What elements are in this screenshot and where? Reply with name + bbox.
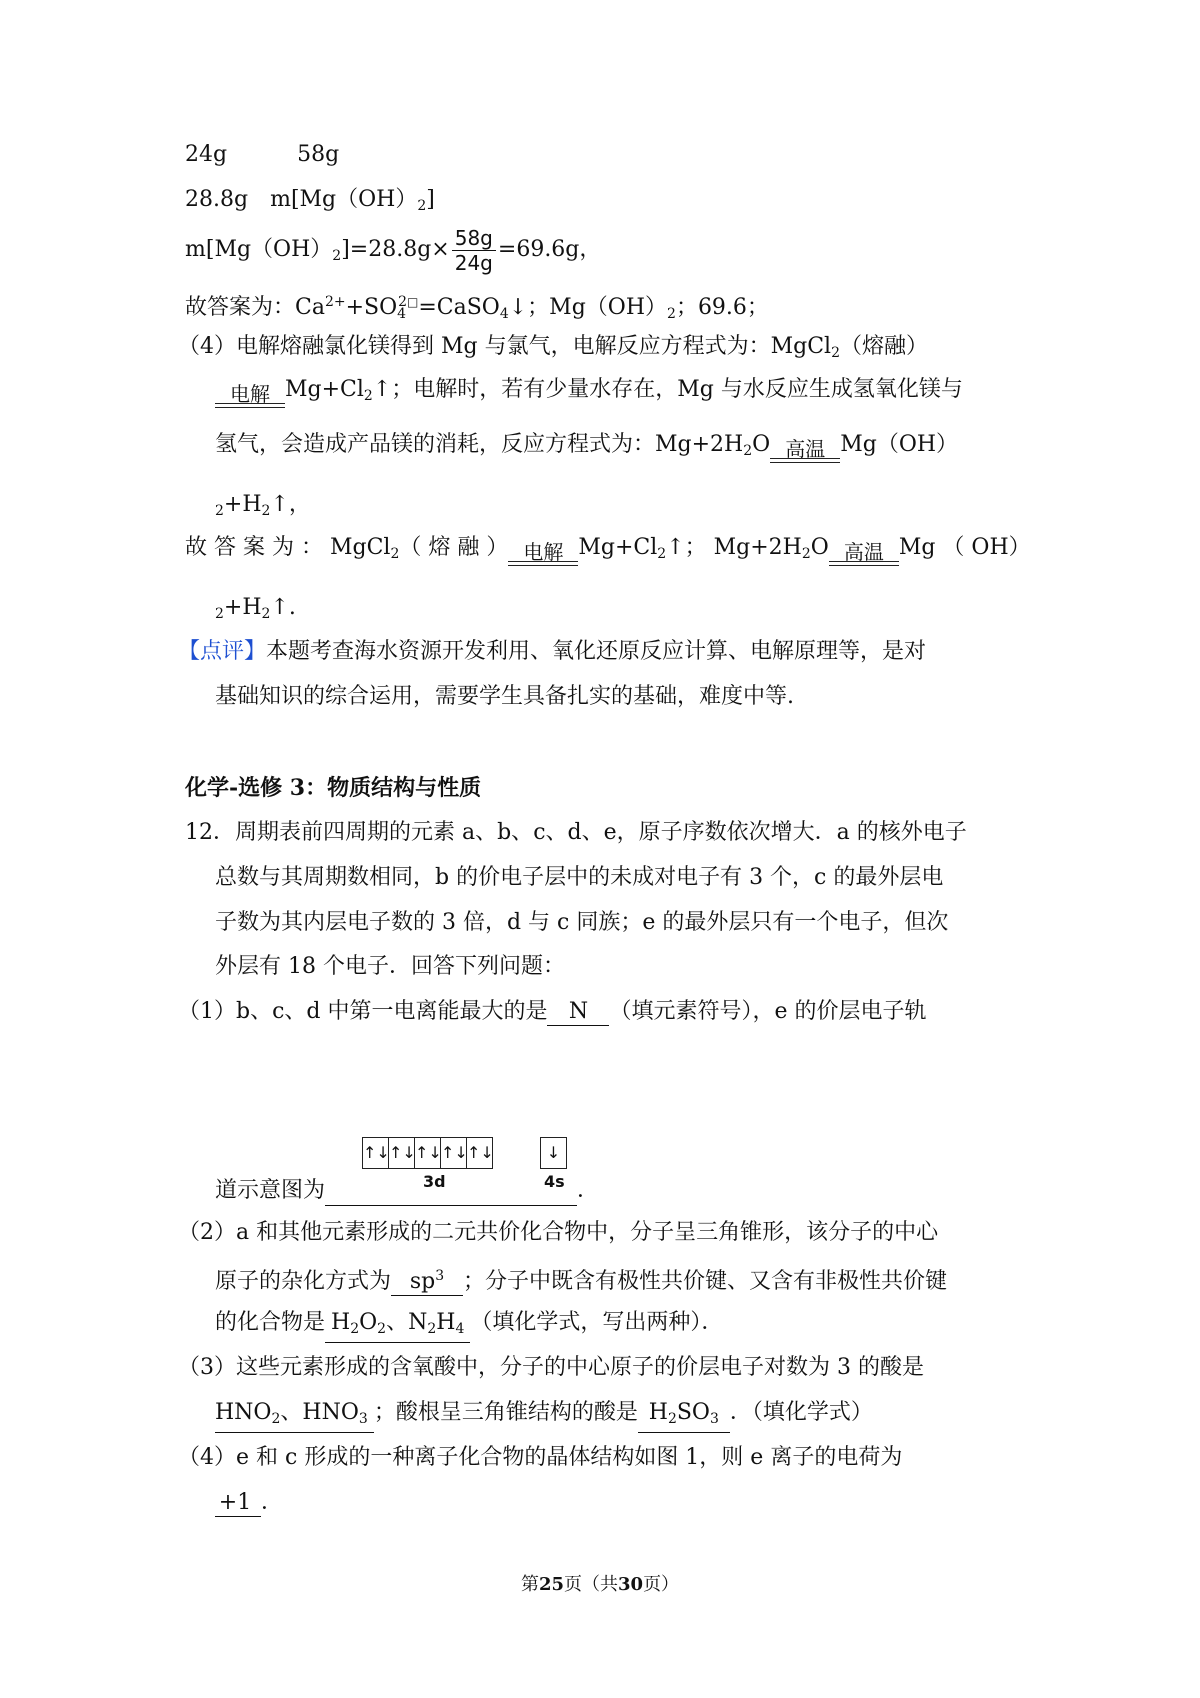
q12-line-2: 总数与其周期数相同，b 的价电子层中的未成对电子有 3 个，c 的最外层电 [215,865,944,890]
q12-part-3-line-2 [215,1398,873,1433]
part4-line-3 [215,423,958,473]
fraction-numerator: 58g [452,226,496,251]
subscript: 4 [455,1321,465,1337]
subscript: 2 [390,546,400,562]
subscript: 2 [332,248,342,264]
answer-blank [325,1310,470,1343]
answer-text: 、N [386,1310,428,1335]
part4-text: ↑；电解时，若有少量水存在，Mg 与水反应生成氢氧化镁与 [372,377,963,402]
question-text: ． [261,1490,284,1515]
superscript: 2+ [324,294,346,310]
superscript: 2 [398,294,407,310]
fraction-denominator: 24g [454,250,493,275]
review-tag: 【点评】 [178,639,267,664]
orbital-box: ↑↓ [415,1138,441,1168]
electrolysis-condition [508,532,578,576]
footer-text: 页（共 [564,1574,618,1595]
answer-text: H [436,1310,456,1335]
q12-part-1 [178,997,927,1027]
condition-text: 高温 [785,437,826,461]
subscript: 4 [397,306,407,322]
answer-text: 故答案为：Ca [185,295,325,320]
part4-text: 氢气，会造成产品镁的消耗，反应方程式为：Mg+2H [215,432,744,457]
subscript: 2 [417,198,427,214]
condition-text: 电解 [230,382,270,406]
q12-part-4-line-1: （4）e 和 c 形成的一种离子化合物的晶体结构如图 1，则 e 离子的电荷为 [178,1445,903,1470]
answer-blank: N [547,999,609,1026]
part4-text: Mg+Cl [285,377,364,402]
part4-answer-line-2 [215,593,296,629]
equals-sign [508,561,578,566]
answer-blank: +1 [215,1490,261,1517]
subscript: 2 [377,1321,387,1337]
part4-line-1 [178,332,928,368]
review-text: 本题考查海水资源开发利用、氧化还原反应计算、电解原理等，是对 [266,639,927,664]
answer-text: SO [676,1400,710,1425]
q12-part-1-line-2: 道示意图为 ． [215,1176,599,1206]
question-text: ．（填化学式） [729,1400,873,1425]
high-temp-condition [829,532,899,576]
eq-text: =69.6g， [497,237,602,262]
orbital-box: ↑↓ [363,1138,389,1168]
q12-part-3-line-1: （3）这些元素形成的含氧酸中，分子的中心原子的价层电子对数为 3 的酸是 [178,1355,924,1380]
part4-text: O [752,432,771,457]
answer-text: O [359,1310,378,1335]
answer-text: H [331,1310,351,1335]
answer-blank [638,1400,730,1433]
answer-text: sp [409,1269,436,1294]
subscript: 2 [261,503,271,519]
answer-3: 故答案为：$Ca^{2+}+SO_4^{2□}=CaSO_4↓$；$Mg(OH)_2$；69.6； [185,294,769,322]
question-text: ；分子中既含有极性共价键、又含有非极性共价键 [463,1269,948,1294]
review-line-2 [215,682,794,712]
answer-text: HNO [215,1400,272,1425]
orbital-label-4s: 4s [544,1172,565,1191]
calc-value: 58g [297,142,340,167]
question-text: 的化合物是 [215,1310,326,1335]
question-text: （填元素符号），e 的价层电子轨 [609,999,927,1024]
subscript: 3 [358,1411,368,1427]
answer-text: +SO [345,295,398,320]
footer-text: 第 [520,1574,539,1595]
subscript: 3 [709,1411,719,1427]
question-text: （1）b、c、d 中第一电离能最大的是 [178,999,548,1024]
footer-text: 页） [643,1574,680,1595]
review-line-1 [178,637,926,667]
calc-value: ] [426,187,435,212]
answer-text: 、HNO [280,1400,359,1425]
q12-part-2-line-2 [215,1263,947,1297]
subscript: 2 [743,443,753,459]
subscript: 2 [261,606,271,622]
subscript: 2 [667,306,676,322]
equals-sign [770,458,840,463]
calc-equation [185,222,601,284]
condition-text: 电解 [523,540,564,564]
subscript: 2 [831,345,840,361]
electrolysis-condition [215,374,285,418]
part4-line-2 [215,368,963,418]
orbital-box: ↑↓ [467,1143,494,1162]
subscript: 2 [215,606,224,622]
q12-line-4: 外层有 18 个电子．回答下列问题： [215,954,565,979]
subscript: 2 [667,1411,677,1427]
part4-text: ↑， [270,492,311,517]
orbital-3d [362,1137,493,1169]
subscript: 2 [215,503,224,519]
subscript: 2 [801,546,811,562]
question-text: ；酸根呈三角锥结构的酸是 [373,1400,638,1425]
calc-row-1 [185,140,339,170]
answer-text: ↑； Mg+2H [666,535,802,560]
section-title: 化学-选修 3：物质结构与性质 [185,775,482,801]
part4-text: （4）电解熔融氯化镁得到 Mg 与氯气，电解反应方程式为：MgCl [178,334,832,359]
eq-text: ]=28.8g× [341,237,450,262]
question-text: （填化学式，写出两种）． [470,1310,724,1335]
answer-text: Mg （ OH） [898,535,1031,560]
condition-text: 高温 [843,540,884,564]
answer-text: +H [223,595,262,620]
calc-value: 24g [185,142,228,167]
orbital-box: ↑↓ [389,1138,415,1168]
part4-answer [185,526,1031,576]
calc-value: m[Mg（OH） [270,187,418,212]
page-footer [0,1570,1200,1596]
answer-blank [391,1263,463,1296]
answer-text: O [810,535,829,560]
high-temp-condition [770,429,840,473]
subscript: 2 [271,1411,281,1427]
question-text: 道示意图为 [215,1178,326,1203]
subscript: 4 [499,306,509,322]
q12-line-1: 12．周期表前四周期的元素 a、b、c、d、e，原子序数依次增大．a 的核外电子 [185,820,967,845]
subscript: 2 [427,1321,437,1337]
equals-sign [829,561,899,566]
answer-blank [325,1183,577,1206]
answer-text: H [648,1400,668,1425]
part4-text: +H [223,492,262,517]
answer-text: ↑. [270,595,296,620]
total-pages: 30 [618,1574,644,1595]
answer-text: ；69.6； [675,295,769,320]
calc-value: 28.8g [185,187,249,212]
calc-row-2 [185,185,435,221]
answer-text: （ 熔 融 ） [399,535,509,560]
part4-text: Mg（OH） [840,432,959,457]
orbital-label-3d: 3d [423,1172,446,1191]
question-text: 原子的杂化方式为 [215,1269,392,1294]
superscript: 3 [435,1268,445,1284]
answer-text: Mg+Cl [578,535,658,560]
answer-text: 故 答 案 为 ： MgCl [185,535,391,560]
orbital-4s [540,1137,567,1169]
part4-text: （熔融） [840,334,929,359]
subscript: 2 [363,388,373,404]
subscript: 2 [350,1321,360,1337]
answer-text: =CaSO [418,295,500,320]
equals-sign [215,403,285,408]
fraction [452,226,496,275]
review-text: 基础知识的综合运用，需要学生具备扎实的基础，难度中等. [215,684,794,709]
q12-part-2-line-3 [215,1308,723,1343]
page-number: 25 [538,1574,564,1595]
part4-line-4 [215,490,311,526]
answer-text: ↓；Mg（OH） [508,295,668,320]
q12-part-4-line-2 [215,1488,283,1518]
q12-part-2-line-1: （2）a 和其他元素形成的二元共价化合物中，分子呈三角锥形，该分子的中心 [178,1220,939,1245]
orbital-box: ↓ [546,1143,561,1162]
answer-blank [215,1400,374,1433]
eq-text: m[Mg（OH） [185,237,333,262]
subscript: 2 [657,546,667,562]
q12-line-3: 子数为其内层电子数的 3 倍，d 与 c 同族；e 的最外层只有一个电子，但次 [215,910,949,935]
orbital-box: ↑↓ [441,1138,467,1168]
